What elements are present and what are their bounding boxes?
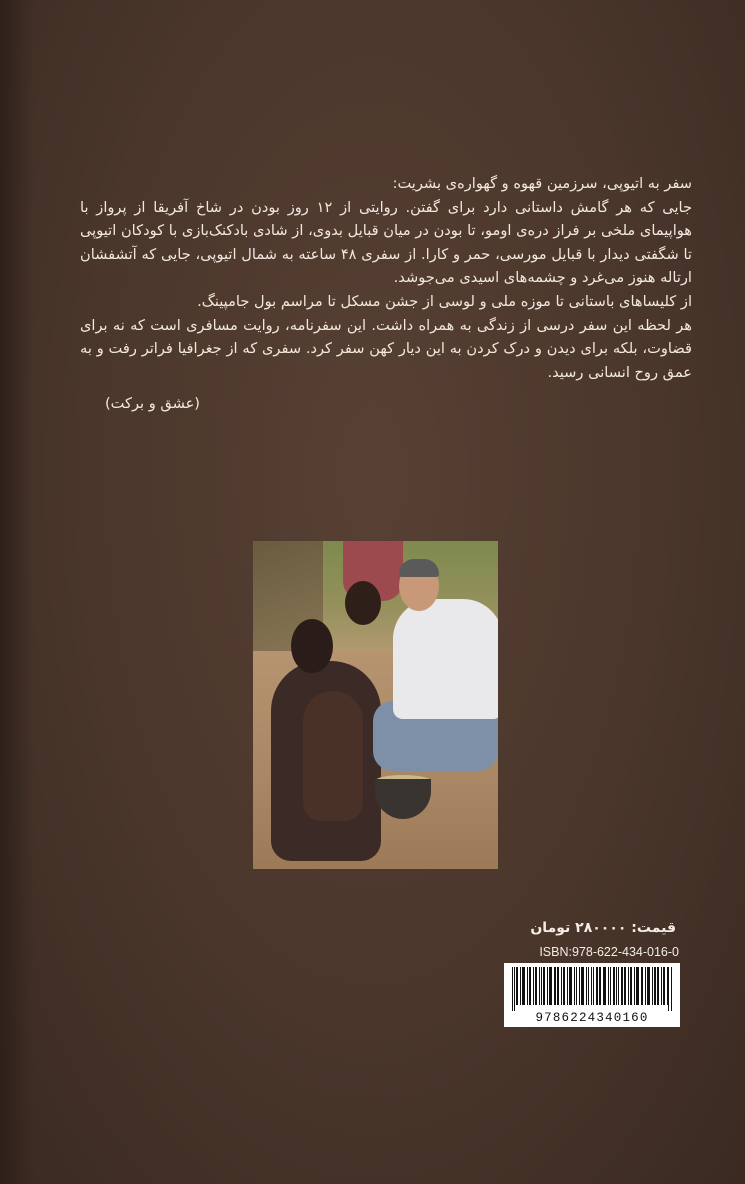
photo-man-hair — [399, 559, 439, 577]
barcode-bar — [621, 967, 623, 1005]
barcode-bar — [603, 967, 606, 1005]
barcode-bar — [663, 967, 665, 1005]
barcode-bar — [514, 967, 515, 1011]
barcode-bar — [520, 967, 521, 1005]
blurb-paragraph: جایی که هر گامش داستانی دارد برای گفتن. روایتی از ۱۲ روز بودن در شاخ آفریقا از پرواز با هواپیمای ملخی بر فراز دره‌ی اومو، تا بودن در میان قبایل بدوی، از شادی بادکنک‌بازی با کودکان اتیوپی تا شگفتی دیدار با قبایل مورسی، حمر و کارا. از سفری ۴۸ ساعته به شمال اتیوپی، جایی که آتشفشان ارتاله هنوز می‌غرد و چشمه‌های اسیدی می‌جوشد. — [80, 198, 692, 287]
blurb-text — [80, 172, 692, 416]
barcode — [504, 963, 680, 1027]
barcode-bar — [579, 967, 580, 1005]
barcode-bar — [624, 967, 626, 1005]
barcode-bar — [654, 967, 656, 1005]
blurb-paragraph: از کلیساهای باستانی تا موزه ملی و لوسی از جشن مسکل تا مراسم بول جامپینگ. — [197, 292, 692, 310]
barcode-bar — [608, 967, 609, 1005]
barcode-bar — [596, 967, 598, 1005]
photo-man-shirt — [393, 599, 498, 719]
barcode-bar — [561, 967, 562, 1005]
barcode-bar — [512, 967, 513, 1011]
barcode-bar — [581, 967, 584, 1005]
barcode-bar — [541, 967, 542, 1005]
barcode-bar — [593, 967, 594, 1005]
barcode-bar — [661, 967, 662, 1005]
barcode-bar — [647, 967, 650, 1005]
barcode-bar — [567, 967, 568, 1005]
blurb-heading: سفر به اتیوپی، سرزمین قهوه و گهواره‌ی بشریت: — [392, 175, 692, 192]
barcode-bar — [557, 967, 559, 1005]
barcode-bar — [636, 967, 639, 1005]
barcode-bar — [610, 967, 611, 1005]
blurb-signature: (عشق و برکت) — [104, 395, 200, 413]
barcode-bar — [535, 967, 537, 1005]
barcode-bar — [549, 967, 552, 1005]
barcode-bar — [613, 967, 615, 1005]
barcode-bar — [628, 967, 629, 1005]
barcode-bar — [576, 967, 577, 1005]
barcode-bar — [657, 967, 659, 1005]
barcode-bar — [527, 967, 528, 1005]
barcode-bars — [510, 967, 674, 1011]
barcode-bar — [652, 967, 653, 1005]
barcode-bar — [630, 967, 632, 1005]
barcode-bar — [641, 967, 643, 1005]
barcode-bar — [616, 967, 617, 1005]
blurb-paragraph: هر لحظه این سفر درسی از زندگی به همراه داشت. این سفرنامه، روایت مسافری است که نه برای قضاوت، بلکه برای دیدن و درک کردن به این دیار کهن سفر کرد. سفری که از جغرافیا فراتر رفت و به عمق روح انسانی رسید. — [80, 316, 692, 381]
barcode-bar — [533, 967, 534, 1005]
spine-shadow — [0, 0, 34, 1184]
barcode-bar — [563, 967, 565, 1005]
barcode-bar — [599, 967, 601, 1005]
photo-woman-head — [291, 619, 333, 673]
photo-child-sitting — [303, 691, 363, 821]
barcode-bar — [588, 967, 589, 1005]
barcode-digits: 9786224340160 — [535, 1011, 649, 1025]
isbn-label: ISBN:978-622-434-016-0 — [539, 945, 679, 959]
barcode-bar — [667, 967, 668, 1005]
barcode-bar — [668, 967, 669, 1011]
barcode-bar — [522, 967, 525, 1005]
barcode-bar — [554, 967, 556, 1005]
barcode-bar — [586, 967, 587, 1005]
photo-child-standing — [345, 581, 381, 625]
cover-photo — [253, 541, 498, 869]
barcode-bar — [591, 967, 592, 1005]
barcode-bar — [539, 967, 540, 1005]
barcode-bar — [516, 967, 518, 1005]
barcode-bar — [634, 967, 635, 1005]
barcode-bar — [543, 967, 545, 1005]
price-label: قیمت: ۲۸۰۰۰۰ تومان — [530, 920, 676, 936]
barcode-bar — [547, 967, 548, 1005]
barcode-bar — [645, 967, 646, 1005]
barcode-bar — [671, 967, 672, 1011]
barcode-bar — [618, 967, 619, 1005]
barcode-bar — [529, 967, 531, 1005]
barcode-bar — [574, 967, 575, 1005]
barcode-bar — [569, 967, 572, 1005]
